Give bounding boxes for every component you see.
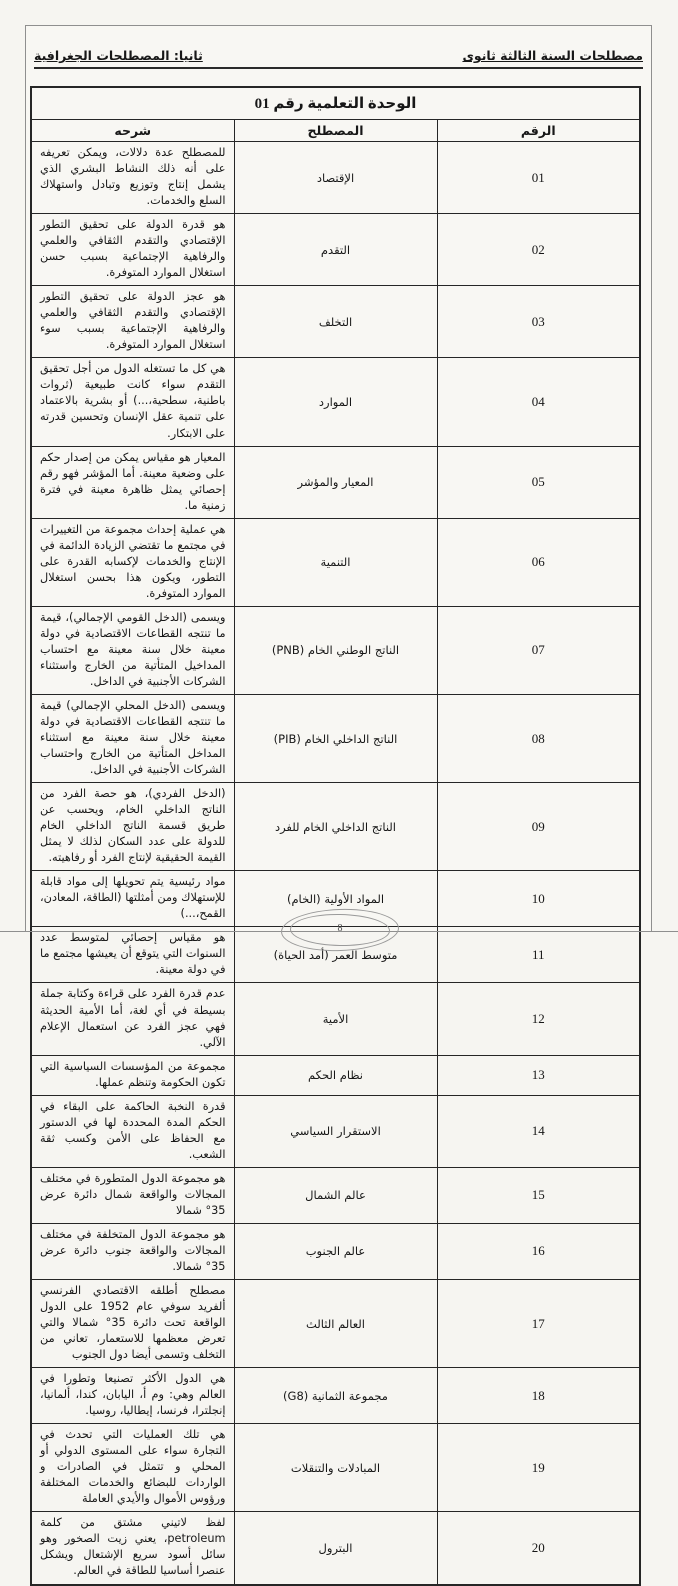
explanation-cell: هو مجموعة الدول المتخلفة في مختلف المجالات والواقعة جنوب دائرة عرض 35° شمالا.: [31, 1223, 234, 1279]
explanation-cell: مصطلح أطلقه الاقتصادي الفرنسي ألفريد سوفي عام 1952 على الدول الواقعة تحت دائرة 35° شمالا والتي تعرض معظمها للاستعمار، تعاني من التخلف وتسمى أيضا دول الجنوب: [31, 1279, 234, 1367]
term-cell: التخلف: [234, 286, 437, 358]
row-number-cell: 16: [437, 1223, 640, 1279]
table-row: [31, 1512, 640, 1585]
table-row: [31, 358, 640, 446]
table-row: [31, 783, 640, 871]
row-number-cell: 05: [437, 446, 640, 518]
term-cell: التنمية: [234, 518, 437, 606]
column-header-term: المصطلح: [234, 120, 437, 142]
term-cell: الإقتصاد: [234, 142, 437, 214]
term-cell: العالم الثالث: [234, 1279, 437, 1367]
term-cell: عالم الجنوب: [234, 1223, 437, 1279]
page-frame: [25, 25, 652, 1578]
term-cell: الاستقرار السياسي: [234, 1095, 437, 1167]
row-number-cell: 20: [437, 1512, 640, 1585]
table-row: [31, 1223, 640, 1279]
explanation-cell: هو قدرة الدولة على تحقيق التطور الإقتصادي والتقدم الثقافي والعلمي والرفاهية الإجتماعية بسبب حسن استغلال الموارد المتوفرة.: [31, 214, 234, 286]
explanation-cell: ويسمى (الدخل القومي الإجمالي)، قيمة ما تنتجه القطاعات الاقتصادية في دولة معينة خلال سنة معينة مع احتساب المداخيل المتأتية من الخارج واستثناء الشركات الأجنبية في الداخل.: [31, 606, 234, 694]
explanation-cell: هو مقياس إحصائي لمتوسط عدد السنوات التي يتوقع أن يعيشها مجتمع ما في دولة معينة.: [31, 927, 234, 983]
explanation-cell: هو عجز الدولة على تحقيق التطور الإقتصادي والتقدم الثقافي والعلمي والرفاهية الإجتماعية بسبب سوء استغلال الموارد المتوفرة.: [31, 286, 234, 358]
column-header-explanation: شرحه: [31, 120, 234, 142]
table-row: [31, 1055, 640, 1095]
row-number-cell: 13: [437, 1055, 640, 1095]
table-row: [31, 518, 640, 606]
row-number-cell: 17: [437, 1279, 640, 1367]
table-row: [31, 1424, 640, 1512]
row-number-cell: 07: [437, 606, 640, 694]
column-header-number: الرقم: [437, 120, 640, 142]
term-cell: الأمية: [234, 983, 437, 1055]
term-cell: نظام الحكم: [234, 1055, 437, 1095]
explanation-cell: ويسمى (الدخل المحلي الإجمالي) قيمة ما تنتجه القطاعات الاقتصادية في دولة معينة خلال سنة معينة مع استثناء المداخل المتأتية من الخارج واحتساب الشركات الأجنبية في الداخل.: [31, 694, 234, 782]
explanation-cell: قدرة النخبة الحاكمة على البقاء في الحكم المدة المحددة لها في الدستور مع الحفاظ على الأمن وكسب ثقة الشعب.: [31, 1095, 234, 1167]
table-row: [31, 606, 640, 694]
term-cell: متوسط العمر (أمد الحياة): [234, 927, 437, 983]
table-title-row: [31, 87, 640, 120]
table-row: [31, 142, 640, 214]
row-number-cell: 19: [437, 1424, 640, 1512]
unit-title: الوحدة التعلمية رقم 01: [31, 87, 640, 120]
row-number-cell: 02: [437, 214, 640, 286]
page-number-badge: [281, 909, 399, 951]
term-cell: عالم الشمال: [234, 1167, 437, 1223]
row-number-cell: 04: [437, 358, 640, 446]
table-row: [31, 446, 640, 518]
explanation-cell: هو مجموعة الدول المتطورة في مختلف المجالات والواقعة شمال دائرة عرض 35° شمالا: [31, 1167, 234, 1223]
row-number-cell: 06: [437, 518, 640, 606]
explanation-cell: مجموعة من المؤسسات السياسية التي تكون الحكومة وتنظم عملها.: [31, 1055, 234, 1095]
page-header: [34, 48, 643, 69]
terms-table-body: [31, 142, 640, 1585]
header-title-left: ثانيا: المصطلحات الجغرافية: [34, 48, 203, 63]
row-number-cell: 09: [437, 783, 640, 871]
row-number-cell: 03: [437, 286, 640, 358]
table-row: [31, 286, 640, 358]
table-row: [31, 694, 640, 782]
row-number-cell: 18: [437, 1368, 640, 1424]
row-number-cell: 10: [437, 871, 640, 927]
term-cell: المبادلات والتنقلات: [234, 1424, 437, 1512]
table-row: [31, 983, 640, 1055]
table-row: [31, 1095, 640, 1167]
term-cell: مجموعة الثمانية (G8): [234, 1368, 437, 1424]
explanation-cell: هي كل ما تستغله الدول من أجل تحقيق التقدم سواء كانت طبيعية (ثروات باطنية، سطحية،...) أو بشرية بالاعتماد على تنمية عقل الإنسان وتحسين قدرته على الابتكار.: [31, 358, 234, 446]
row-number-cell: 01: [437, 142, 640, 214]
explanation-cell: هي الدول الأكثر تصنيعا وتطورا في العالم وهي: وم أ، اليابان، كندا، ألمانيا، إنجلترا، فرنسا، إيطاليا، روسيا.: [31, 1368, 234, 1424]
table-row: [31, 1279, 640, 1367]
term-cell: المواد الأولية (الخام): [234, 871, 437, 927]
explanation-cell: عدم قدرة الفرد على قراءة وكتابة جملة بسيطة في أي لغة، أما الأمية الحديثة فهي عجز الفرد عن استعمال الإعلام الآلي.: [31, 983, 234, 1055]
terms-table: [30, 86, 641, 1586]
explanation-cell: (الدخل الفردي)، هو حصة الفرد من الناتج الداخلي الخام، ويحسب عن طريق قسمة الناتج الداخلي الخام للدولة على عدد السكان لذلك لا يمثل القيمة الحقيقية لإنتاج الفرد أو رفاهيته.: [31, 783, 234, 871]
term-cell: البترول: [234, 1512, 437, 1585]
explanation-cell: هي تلك العمليات التي تحدث في التجارة سواء على المستوى الدولي أو المحلي و تتمثل في الصادرات و الواردات للبضائع والخدمات المختلفة ورؤوس الأموال والأيدي العاملة: [31, 1424, 234, 1512]
row-number-cell: 14: [437, 1095, 640, 1167]
term-cell: الناتج الداخلي الخام (PIB): [234, 694, 437, 782]
explanation-cell: مواد رئيسية يتم تحويلها إلى مواد قابلة للإستهلاك ومن أمثلتها (الطاقة، المعادن، القمح،...): [31, 871, 234, 927]
table-row: [31, 1368, 640, 1424]
term-cell: الناتج الوطني الخام (PNB): [234, 606, 437, 694]
table-row: [31, 214, 640, 286]
table-row: [31, 1167, 640, 1223]
header-title-right: مصطلحات السنة الثالثة ثانوى: [462, 48, 643, 63]
term-cell: الناتج الداخلي الخام للفرد: [234, 783, 437, 871]
explanation-cell: للمصطلح عدة دلالات، ويمكن تعريفه على أنه ذلك النشاط البشري الذي يشمل إنتاج وتوزيع وتبادل واستهلاك السلع والخدمات.: [31, 142, 234, 214]
explanation-cell: المعيار هو مقياس يمكن من إصدار حكم على وضعية معينة. أما المؤشر فهو رقم إحصائي يمثل ظاهرة معينة في فترة زمنية ما.: [31, 446, 234, 518]
row-number-cell: 15: [437, 1167, 640, 1223]
term-cell: الموارد: [234, 358, 437, 446]
explanation-cell: هي عملية إحداث مجموعة من التغييرات في مجتمع ما تقتضي الزيادة الدائمة في الإنتاج والخدمات لإكسابه القدرة على التطور، ويكون هذا بحسن استغلال الموارد المتوفرة.: [31, 518, 234, 606]
page-number: 8: [337, 923, 343, 934]
explanation-cell: لفظ لاتيني مشتق من كلمة petroleum، يعني زيت الصخور وهو سائل أسود سريع الإشتعال ويشكل عنصرا أساسيا للطاقة في العالم.: [31, 1512, 234, 1585]
table-header-row: [31, 120, 640, 142]
term-cell: التقدم: [234, 214, 437, 286]
row-number-cell: 12: [437, 983, 640, 1055]
row-number-cell: 08: [437, 694, 640, 782]
term-cell: المعيار والمؤشر: [234, 446, 437, 518]
row-number-cell: 11: [437, 927, 640, 983]
